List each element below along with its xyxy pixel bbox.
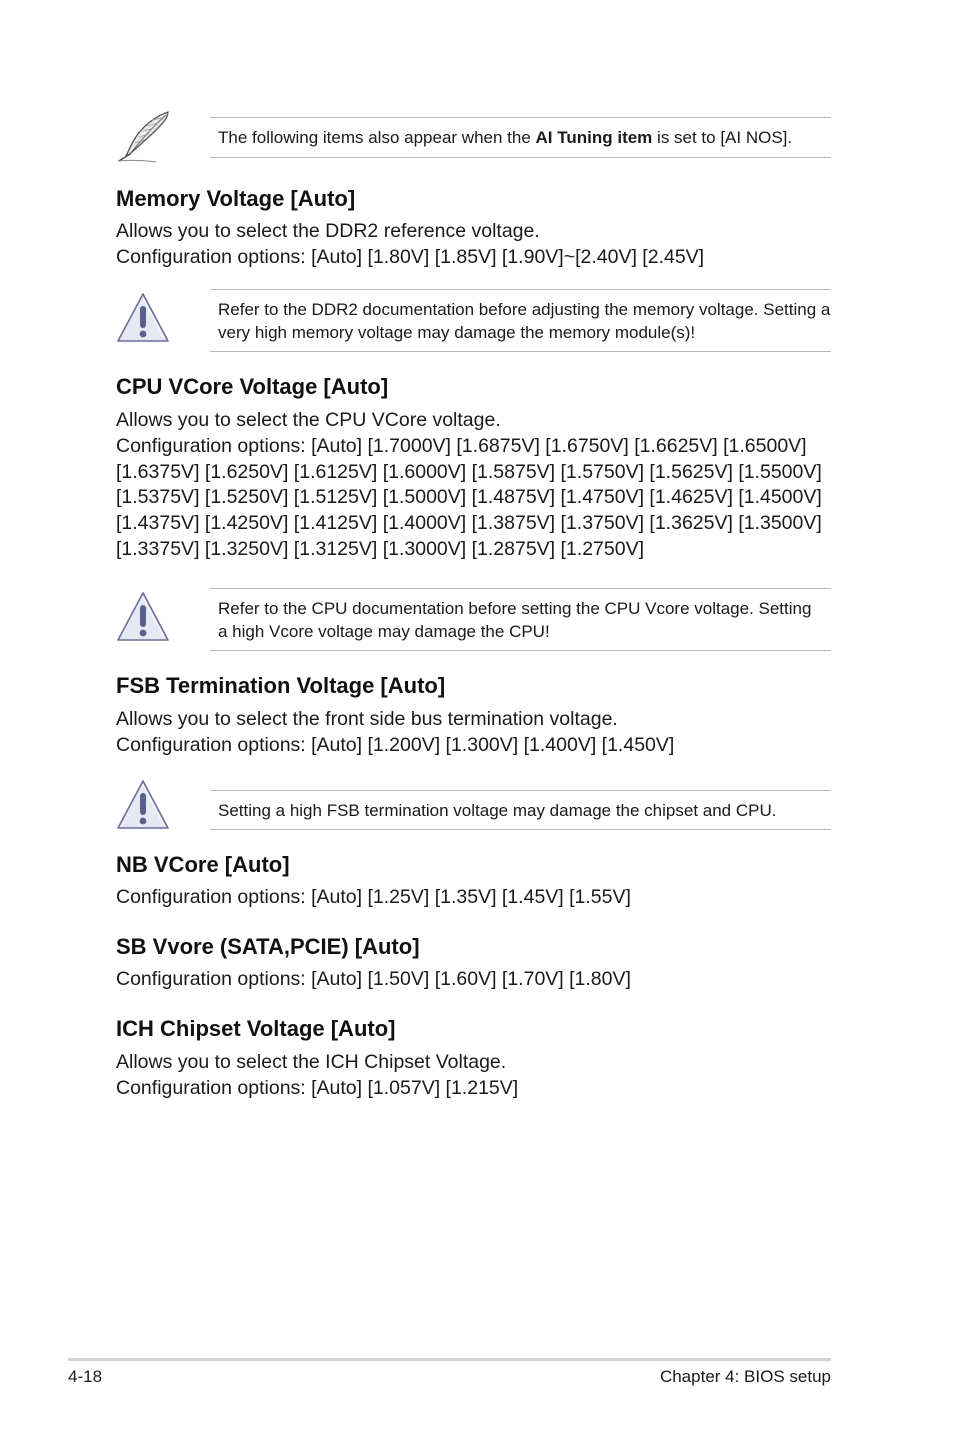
section-title-memory-voltage: Memory Voltage [Auto] [116,186,356,211]
body-line: Configuration options: [Auto] [1.25V] [1.35V] [1.45V] [1.55V] [116,886,631,908]
page-number: 4-18 [68,1367,103,1386]
warning-triangle-icon [116,778,174,834]
section-title-cpu-vcore: CPU VCore Voltage [Auto] [116,374,389,399]
warning-text: Setting a high FSB termination voltage may damage the chipset and CPU. [218,800,777,820]
body-line: Configuration options: [Auto] [1.7000V] [1.6875V] [1.6750V] [1.6625V] [1.6500V] [116,434,807,457]
warning-callout-memory [116,288,831,352]
body-line: Configuration options: [Auto] [1.200V] [1.300V] [1.400V] [1.450V] [116,733,675,756]
body-line: [1.6375V] [1.6250V] [1.6125V] [1.6000V] [1.5875V] [1.5750V] [1.5625V] [1.5500V] [116,460,822,483]
warning-text-box [210,588,831,651]
section-body-ich-chipset [116,1050,836,1102]
body-line: Configuration options: [Auto] [1.80V] [1.85V] [1.90V]~[2.40V] [2.45V] [116,245,705,268]
warning-text: Refer to the CPU documentation before setting the CPU Vcore voltage. Setting a high Vcore voltage may damage the CPU! [218,598,812,641]
section-body-nb-vcore [116,885,836,911]
body-line: Allows you to select the front side bus termination voltage. [116,708,618,730]
body-line: [1.5375V] [1.5250V] [1.5125V] [1.5000V] [1.4875V] [1.4750V] [1.4625V] [1.4500V] [116,486,822,509]
body-line: Configuration options: [Auto] [1.50V] [1.60V] [1.70V] [1.80V] [116,968,631,990]
section-title-ich-chipset: ICH Chipset Voltage [Auto] [116,1016,396,1041]
warning-callout-cpu [116,587,831,651]
body-line: Allows you to select the ICH Chipset Voltage. [116,1051,507,1073]
section-title-sb-vcore: SB Vvore (SATA,PCIE) [Auto] [116,934,420,959]
note-text-box [210,117,831,158]
chapter-title: Chapter 4: BIOS setup [659,1367,831,1386]
section-body-sb-vcore [116,967,836,993]
footer-rule [68,1358,831,1361]
section-body-cpu-vcore [116,408,836,563]
note-callout [116,110,831,166]
body-line: Allows you to select the CPU VCore voltage. [116,409,501,431]
warning-triangle-icon [116,590,174,646]
body-line: [1.3375V] [1.3250V] [1.3125V] [1.3000V] [1.2875V] [1.2750V] [116,537,644,560]
warning-text-box [210,289,831,352]
body-line: Allows you to select the DDR2 reference voltage. [116,220,540,242]
note-bold-text: AI Tuning item [535,128,653,147]
body-line: [1.4375V] [1.4250V] [1.4125V] [1.4000V] [1.3875V] [1.3750V] [1.3625V] [1.3500V] [116,512,822,535]
section-title-nb-vcore: NB VCore [Auto] [116,852,290,877]
section-title-fsb-termination: FSB Termination Voltage [Auto] [116,673,446,698]
warning-text-box [210,790,831,830]
warning-text: Refer to the DDR2 documentation before adjusting the memory voltage. Setting a very high memory voltage may damage the memory module(s)! [218,299,831,342]
section-body-fsb-termination [116,707,836,759]
feather-pen-icon [116,110,174,166]
warning-callout-fsb [116,776,831,832]
section-body-memory-voltage [116,219,836,271]
note-text: The following items also appear when the AI Tuning item is set to [AI NOS]. [218,128,793,147]
body-line: Configuration options: [Auto] [1.057V] [1.215V] [116,1076,519,1099]
warning-triangle-icon [116,291,174,347]
